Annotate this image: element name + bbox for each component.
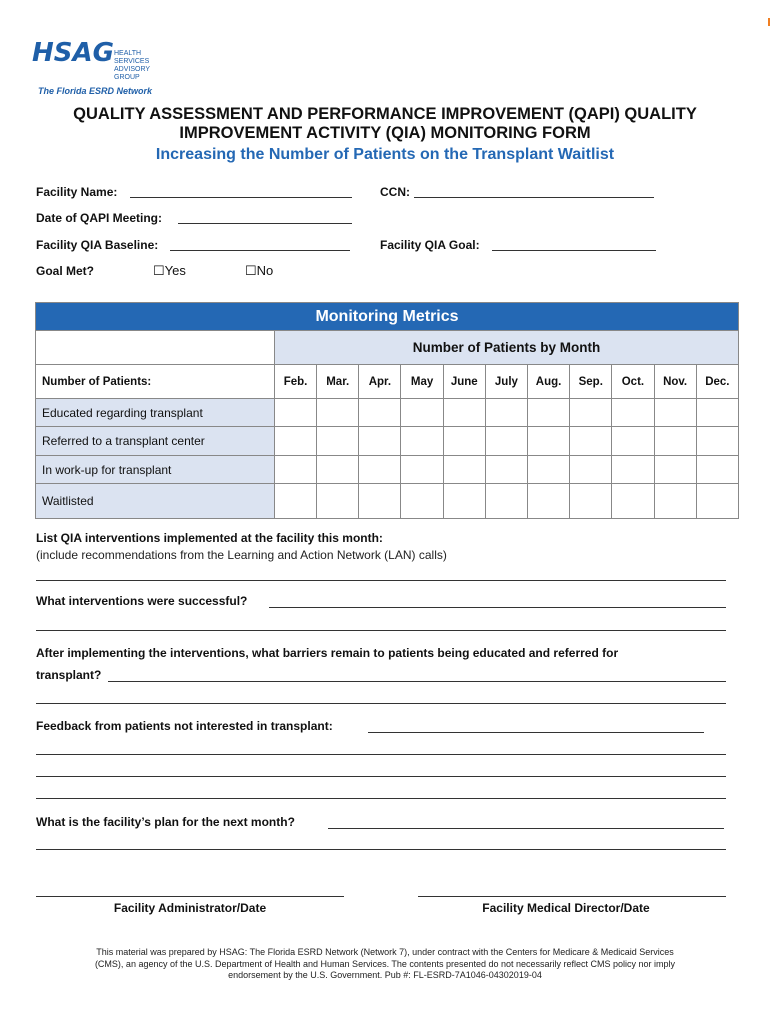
successful-interventions-line-1[interactable] (269, 607, 726, 608)
feedback-answer-line-1[interactable] (368, 732, 704, 733)
month-header: Sep. (570, 365, 612, 399)
feedback-question: Feedback from patients not interested in transplant: (36, 719, 333, 733)
metric-entry-cell[interactable] (485, 427, 527, 456)
facility-name-field[interactable] (130, 197, 352, 198)
yes-checkbox[interactable]: ☐Yes (153, 263, 186, 278)
metric-entry-cell[interactable] (570, 399, 612, 427)
metric-row (36, 484, 739, 519)
ccn-field[interactable] (414, 197, 654, 198)
metric-row-label: In work-up for transplant (36, 456, 275, 484)
monitoring-metrics-table (35, 302, 739, 519)
form-title (30, 105, 740, 143)
metric-entry-cell[interactable] (317, 456, 359, 484)
metric-row (36, 399, 739, 427)
metric-entry-cell[interactable] (274, 456, 316, 484)
footer-line-3: endorsement by the U.S. Government. Pub #: FL-ESRD-7A1046-04302019-04 (228, 970, 542, 980)
metric-entry-cell[interactable] (401, 427, 443, 456)
qia-goal-field[interactable] (492, 250, 656, 251)
barriers-answer-line-2[interactable] (36, 703, 726, 704)
interventions-answer-line[interactable] (36, 580, 726, 581)
director-signature-line[interactable] (418, 896, 726, 897)
metric-entry-cell[interactable] (274, 484, 316, 519)
logo-side-text: HEALTH SERVICES ADVISORY GROUP (114, 50, 150, 81)
metric-entry-cell[interactable] (528, 427, 570, 456)
metric-entry-cell[interactable] (570, 484, 612, 519)
next-month-plan-line-2[interactable] (36, 849, 726, 850)
metric-entry-cell[interactable] (274, 399, 316, 427)
metric-entry-cell[interactable] (570, 456, 612, 484)
metric-entry-cell[interactable] (696, 427, 738, 456)
monitoring-metrics-heading: Monitoring Metrics (36, 303, 739, 331)
metric-entry-cell[interactable] (696, 484, 738, 519)
qapi-date-label: Date of QAPI Meeting: (36, 211, 163, 225)
metric-entry-cell[interactable] (528, 456, 570, 484)
next-month-plan-question: What is the facility’s plan for the next month? (36, 815, 295, 829)
metric-entry-cell[interactable] (401, 456, 443, 484)
interventions-question: List QIA interventions implemented at the facility this month: (36, 531, 383, 545)
ccn-label: CCN: (380, 185, 410, 199)
metric-entry-cell[interactable] (696, 456, 738, 484)
metric-entry-cell[interactable] (485, 399, 527, 427)
month-header: Oct. (612, 365, 654, 399)
metric-entry-cell[interactable] (696, 399, 738, 427)
footer-line-2: (CMS), an agency of the U.S. Department of Health and Human Services. The contents presented do not necessarily reflect CMS policy nor imply (94, 958, 676, 969)
metric-entry-cell[interactable] (443, 427, 485, 456)
network-tagline: The Florida ESRD Network (38, 86, 153, 96)
logo-wordmark: HSAG (32, 38, 114, 68)
no-checkbox[interactable]: ☐No (245, 263, 274, 278)
metric-entry-cell[interactable] (317, 399, 359, 427)
footer-disclaimer (40, 947, 730, 982)
hsag-logo (32, 38, 172, 98)
month-header: Dec. (696, 365, 738, 399)
title-line-1: QUALITY ASSESSMENT AND PERFORMANCE IMPROVEMENT (QAPI) QUALITY (73, 105, 697, 123)
qia-baseline-label: Facility QIA Baseline: (36, 238, 159, 252)
qia-goal-label: Facility QIA Goal: (380, 238, 480, 252)
month-header: Feb. (274, 365, 316, 399)
feedback-answer-line-3[interactable] (36, 776, 726, 777)
month-header: Nov. (654, 365, 696, 399)
metric-entry-cell[interactable] (401, 484, 443, 519)
metric-row-label: Educated regarding transplant (36, 399, 275, 427)
metric-entry-cell[interactable] (612, 399, 654, 427)
metric-entry-cell[interactable] (401, 399, 443, 427)
metric-entry-cell[interactable] (485, 456, 527, 484)
barriers-question-line-1: After implementing the interventions, what barriers remain to patients being educated and referred for (36, 646, 619, 660)
metric-entry-cell[interactable] (612, 456, 654, 484)
metric-entry-cell[interactable] (528, 399, 570, 427)
metric-row-label: Waitlisted (36, 484, 275, 519)
barriers-answer-line-1[interactable] (108, 681, 726, 682)
metric-entry-cell[interactable] (274, 427, 316, 456)
director-signature-label: Facility Medical Director/Date (482, 901, 650, 915)
month-header: Mar. (317, 365, 359, 399)
facility-name-label: Facility Name: (36, 185, 118, 199)
month-header: Aug. (528, 365, 570, 399)
metric-entry-cell[interactable] (359, 427, 401, 456)
blank-corner-cell (36, 331, 275, 365)
successful-interventions-line-2[interactable] (36, 630, 726, 631)
feedback-answer-line-2[interactable] (36, 754, 726, 755)
metric-row (36, 456, 739, 484)
metric-entry-cell[interactable] (612, 484, 654, 519)
top-bar (0, 0, 770, 10)
metric-row (36, 427, 739, 456)
metric-entry-cell[interactable] (443, 484, 485, 519)
barriers-question-line-2: transplant? (36, 668, 102, 682)
metric-entry-cell[interactable] (485, 484, 527, 519)
qapi-date-field[interactable] (178, 223, 352, 224)
qia-baseline-field[interactable] (170, 250, 350, 251)
metric-entry-cell[interactable] (443, 456, 485, 484)
metric-entry-cell[interactable] (654, 427, 696, 456)
metric-entry-cell[interactable] (654, 399, 696, 427)
metric-entry-cell[interactable] (654, 484, 696, 519)
metric-entry-cell[interactable] (654, 456, 696, 484)
metric-entry-cell[interactable] (359, 456, 401, 484)
admin-signature-label: Facility Administrator/Date (113, 901, 267, 915)
next-month-plan-line-1[interactable] (328, 828, 724, 829)
footer-line-1: This material was prepared by HSAG: The Florida ESRD Network (Network 7), under contract with the Centers for Medicare & Medicaid Services (96, 947, 674, 957)
interventions-note: (include recommendations from the Learning and Action Network (LAN) calls) (36, 548, 447, 562)
metric-entry-cell[interactable] (528, 484, 570, 519)
metric-entry-cell[interactable] (570, 427, 612, 456)
metric-entry-cell[interactable] (317, 484, 359, 519)
metric-row-label: Referred to a transplant center (36, 427, 275, 456)
month-header: May (401, 365, 443, 399)
metric-entry-cell[interactable] (317, 427, 359, 456)
goal-met-label: Goal Met? (36, 264, 95, 278)
successful-interventions-question: What interventions were successful? (36, 594, 248, 608)
month-header: Apr. (359, 365, 401, 399)
feedback-answer-line-4[interactable] (36, 798, 726, 799)
title-line-2: IMPROVEMENT ACTIVITY (QIA) MONITORING FORM (179, 124, 591, 142)
month-header: June (443, 365, 485, 399)
month-header: July (485, 365, 527, 399)
number-of-patients-label: Number of Patients: (36, 365, 275, 399)
metric-entry-cell[interactable] (612, 427, 654, 456)
admin-signature-line[interactable] (36, 896, 344, 897)
metric-entry-cell[interactable] (359, 399, 401, 427)
metric-entry-cell[interactable] (443, 399, 485, 427)
patients-by-month-heading: Number of Patients by Month (274, 331, 738, 365)
metric-entry-cell[interactable] (359, 484, 401, 519)
form-subtitle: Increasing the Number of Patients on the Transplant Waitlist (155, 146, 615, 163)
